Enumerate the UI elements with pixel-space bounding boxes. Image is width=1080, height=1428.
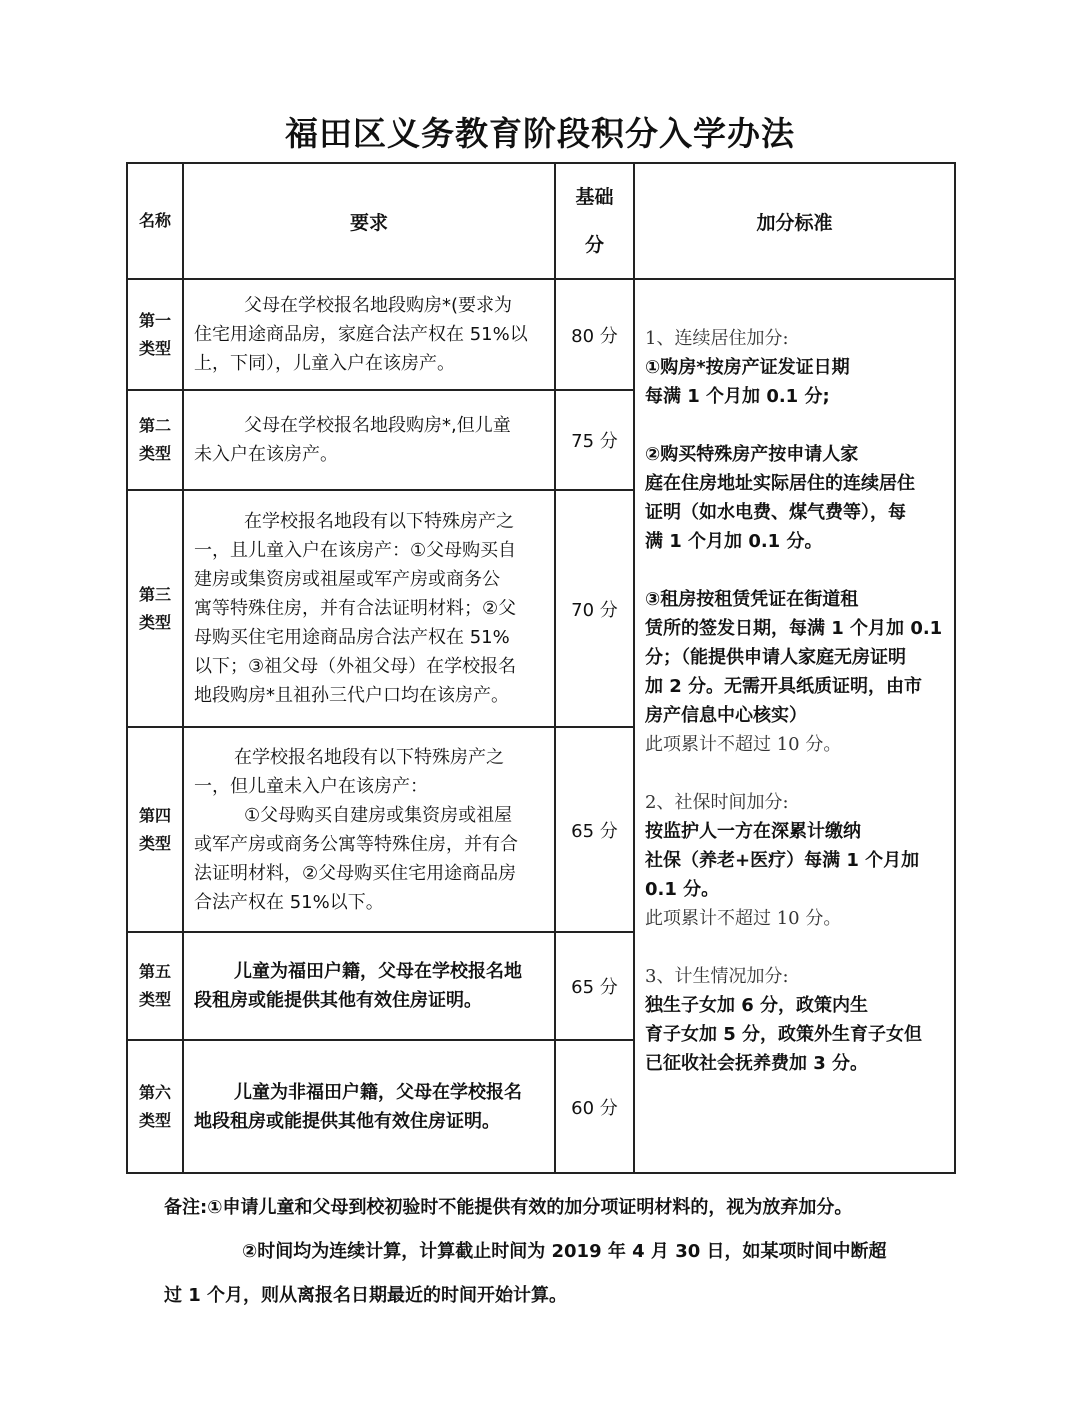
bonus-section-1-title: 1、连续居住加分: — [645, 328, 789, 349]
row-requirement: 父母在学校报名地段购房*(要求为 住宅用途商品房，家庭合法产权在 51%以 上，下同），儿童入户在该房产。 — [183, 279, 555, 390]
row-name: 第六 类型 — [127, 1040, 183, 1173]
row-name: 第三 类型 — [127, 490, 183, 727]
header-score: 基础 分 — [555, 163, 634, 279]
row-score: 80 分 — [555, 279, 634, 390]
header-row — [127, 163, 955, 279]
row-requirement: 父母在学校报名地段购房*,但儿童 未入户在该房产。 — [183, 390, 555, 490]
row-requirement: 在学校报名地段有以下特殊房产之 一，且儿童入户在该房产：①父母购买自 建房或集资房或祖屋或军产房或商务公 寓等特殊住房，并有合法证明材料；②父 母购买住宅用途商品房合法产权在 51% 以下；③祖父母（外祖父母）在学校报名 地段购房*且祖孙三代户口均在该房产。 — [183, 490, 555, 727]
bonus-standards: 1、连续居住加分: ①购房*按房产证发证日期 每满 1 个月加 0.1 分; ②购买特殊房产按申请人家 庭在住房地址实际居住的连续居住 证明（如水电费、煤气费等），每 满 1 个月加 0.1 分。 ③租房按租赁凭证在街道租 赁所的签发日期，每满 1 个月加 0.1 分；（能提供申请人家庭无房证明 加 2 分。无需开具纸质证明，由市 房产信息中心核实） 此项累计不超过 10 分。 2、社保时间加分: 按监护人一方在深累计缴纳 社保（养老+医疗）每满 1 个月加 0.1 分。 此项累计不超过 10 分。 3、计生情况加分: 独生子女加 6 分，政策内生 育子女加 5 分，政策外生育子女但 已征收社会抚养费加 3 分。 — [634, 279, 955, 1173]
header-requirement: 要求 — [183, 163, 555, 279]
row-score: 60 分 — [555, 1040, 634, 1173]
row-score: 65 分 — [555, 932, 634, 1040]
row-requirement: 儿童为福田户籍，父母在学校报名地 段租房或能提供其他有效住房证明。 — [183, 932, 555, 1040]
row-name: 第二 类型 — [127, 390, 183, 490]
row-requirement: 在学校报名地段有以下特殊房产之 一，但儿童未入户在该房产： ①父母购买自建房或集资房或祖屋 或军产房或商务公寓等特殊住房，并有合 法证明材料，②父母购买住宅用途商品房 合法产权在 51%以下。 — [183, 727, 555, 932]
row-score: 70 分 — [555, 490, 634, 727]
bonus-section-3-title: 3、计生情况加分: — [645, 966, 789, 987]
note-line-2: ②时间均为连续计算，计算截止时间为 2019 年 4 月 30 日，如某项时间中断超 — [242, 1241, 887, 1262]
table-row — [127, 279, 955, 390]
row-name: 第四 类型 — [127, 727, 183, 932]
admission-table — [126, 162, 956, 1174]
note-line-1: 备注:①申请儿童和父母到校初验时不能提供有效的加分项证明材料的，视为放弃加分。 — [164, 1197, 853, 1218]
bonus-section-2-title: 2、社保时间加分: — [645, 792, 789, 813]
row-score: 75 分 — [555, 390, 634, 490]
header-bonus: 加分标准 — [634, 163, 955, 279]
row-requirement: 儿童为非福田户籍，父母在学校报名 地段租房或能提供其他有效住房证明。 — [183, 1040, 555, 1173]
row-name: 第一 类型 — [127, 279, 183, 390]
notes — [164, 1186, 944, 1318]
page-title: 福田区义务教育阶段积分入学办法 — [285, 114, 795, 153]
header-name: 名称 — [127, 163, 183, 279]
row-name: 第五 类型 — [127, 932, 183, 1040]
note-line-3: 过 1 个月，则从离报名日期最近的时间开始计算。 — [164, 1285, 568, 1306]
row-score: 65 分 — [555, 727, 634, 932]
